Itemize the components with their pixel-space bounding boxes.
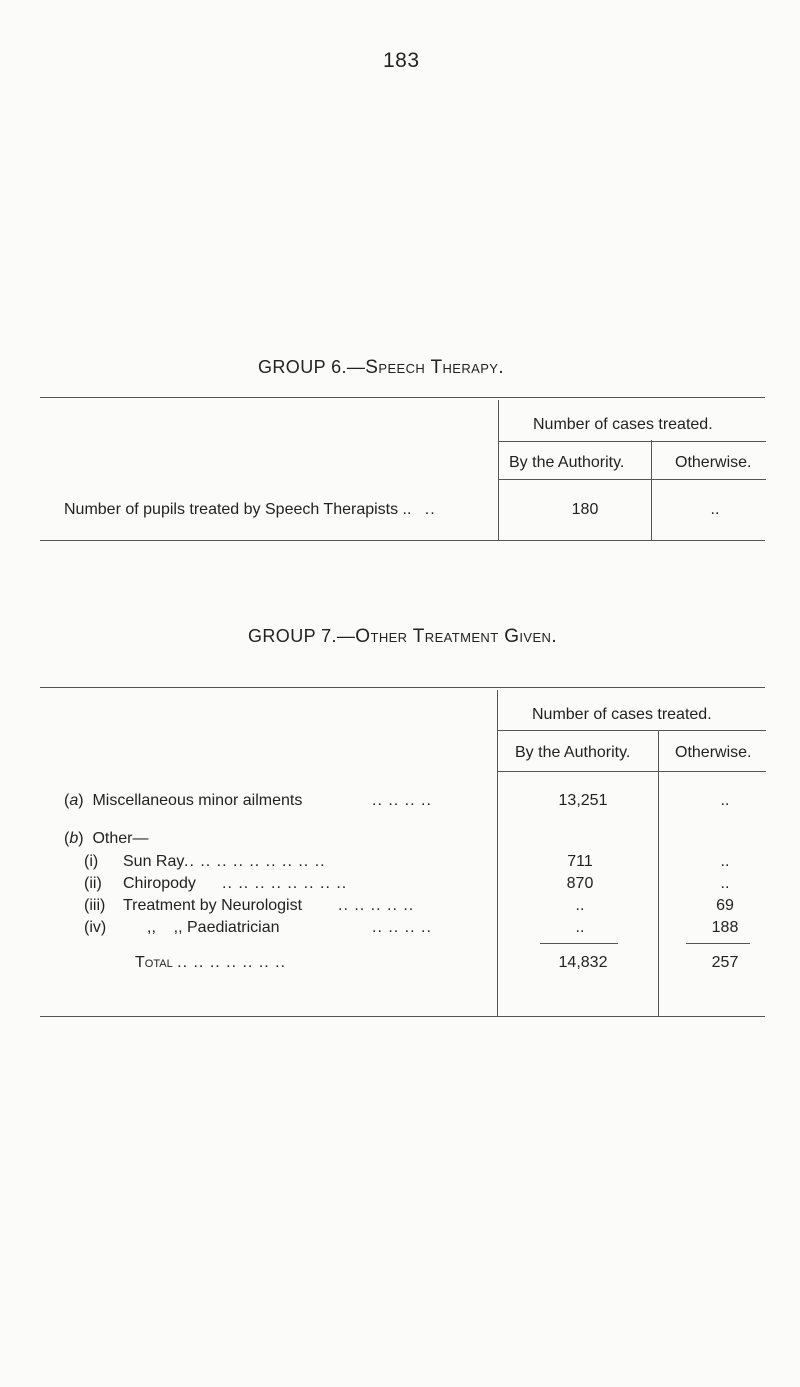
group6-col-otherwise: Otherwise. [675,454,752,471]
group7-sum-rule-authority [540,943,618,944]
group7-row-iii-leader: .. .. .. .. .. [338,897,415,914]
group7-row-iv-num: (iv) [84,919,107,936]
group6-otherwise-value: .. [710,501,720,518]
group7-row-iii-otherwise: 69 [716,897,734,914]
group7-row-iv-authority: .. [575,919,585,936]
group7-row-ii-leader: .. .. .. .. .. .. .. .. [222,875,348,892]
group6-header: Number of cases treated. [533,416,713,433]
group6-title-rest: Speech Therapy. [365,357,505,378]
group7-row-a-leader: .. .. .. .. [372,792,432,809]
group7-title-prefix: GROUP 7.— [248,626,356,646]
group6-title [258,357,504,379]
group7-total-label [135,954,286,972]
group6-bottom-rule [40,540,765,541]
group7-title-rest: Other Treatment Given. [355,626,558,647]
group7-total-otherwise: 257 [711,954,739,971]
group7-row-ii-otherwise: .. [720,875,730,892]
group7-row-b-label: (b) Other— [64,830,149,847]
group7-row-iv-leader: .. .. .. .. [372,919,432,936]
row-b-text: Other— [92,830,149,847]
group7-row-iii-num: (iii) [84,897,106,914]
group7-row-iii-label: Treatment by Neurologist [123,897,303,914]
total-leader: .. .. .. .. .. .. .. [177,954,287,971]
group7-row-ii-authority: 870 [566,875,594,892]
group7-row-i-leader: .. .. .. .. .. .. .. .. .. [184,853,326,870]
group6-col-rule [498,479,766,480]
group6-row-leader: .. [424,501,436,518]
group7-row-iv-label: ,, ,, Paediatrician [147,919,280,936]
group7-col-rule [497,771,766,772]
group6-title-prefix: GROUP 6.— [258,357,366,377]
group7-title [248,626,557,648]
group6-top-rule [40,397,765,398]
group7-col-authority: By the Authority. [515,744,631,761]
page-number: 183 [383,49,420,72]
group6-header-rule [498,441,766,442]
group7-row-i-otherwise: .. [720,853,730,870]
group7-col-otherwise: Otherwise. [675,744,752,761]
group7-header: Number of cases treated. [532,706,712,723]
group7-bottom-rule [40,1016,765,1017]
group6-col-authority: By the Authority. [509,454,625,471]
group7-row-ii-num: (ii) [84,875,102,892]
group7-row-ii-label: Chiropody [123,875,196,892]
group7-row-a-otherwise: .. [720,792,730,809]
group7-row-a-authority: 13,251 [558,792,608,809]
group7-row-i-authority: 711 [567,853,593,870]
group6-vrule-mid [651,440,652,540]
group7-total-authority: 14,832 [558,954,608,971]
group7-top-rule [40,687,765,688]
group7-row-iii-authority: .. [575,897,585,914]
group6-row-label-text: Number of pupils treated by Speech Therapists .. [64,501,412,518]
total-label-text: Total [135,954,173,971]
group7-vrule-mid [658,730,659,1016]
group7-row-a-label: (a) Miscellaneous minor ailments [64,792,303,809]
group6-row-label [64,501,436,519]
group7-header-rule [497,730,766,731]
group7-sum-rule-otherwise [686,943,750,944]
row-a-text: Miscellaneous minor ailments [92,792,303,809]
group6-vrule-left [498,400,499,540]
group6-authority-value: 180 [571,501,599,518]
group7-row-i-num: (i) [84,853,99,870]
group7-row-iv-otherwise: 188 [711,919,739,936]
group7-row-i-label: Sun Ray [123,853,185,870]
group7-vrule-left [497,690,498,1016]
